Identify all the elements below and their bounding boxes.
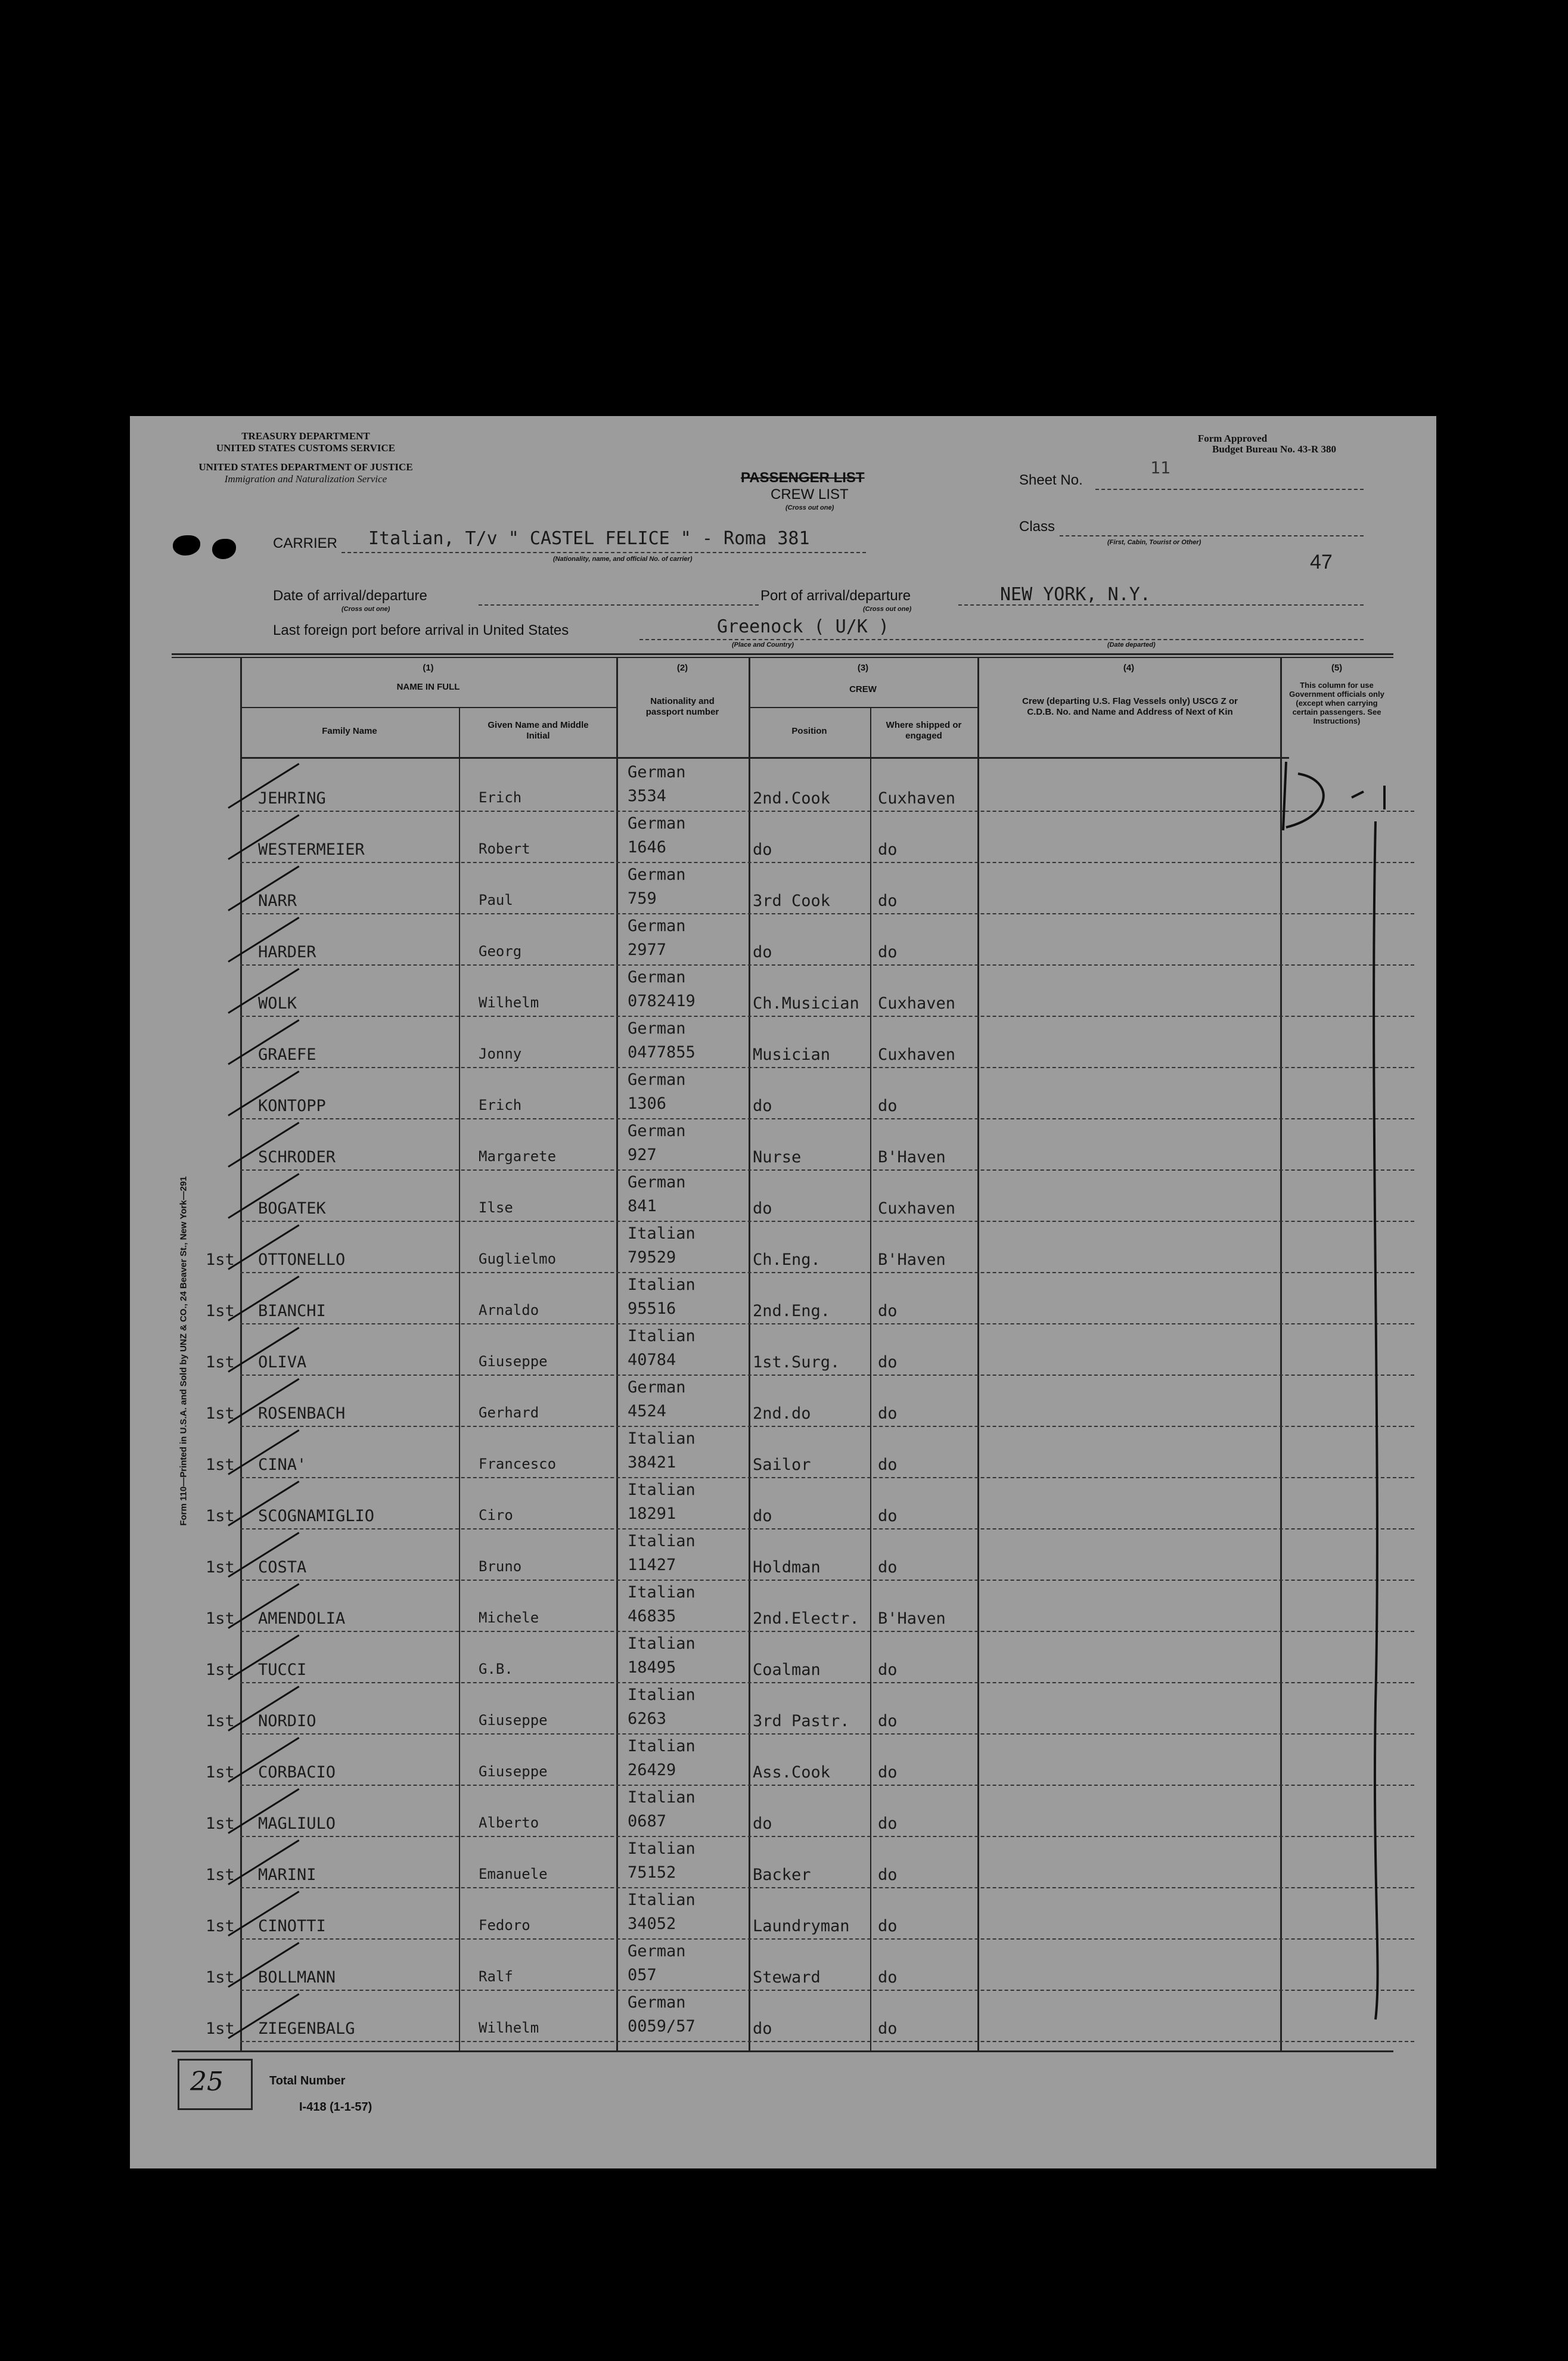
position: 3rd Cook <box>753 892 831 910</box>
family-name: CINA' <box>258 1456 307 1474</box>
nationality: Italian <box>628 1327 695 1345</box>
crew-list-title: CREW LIST <box>771 486 849 502</box>
position: Backer <box>753 1866 811 1884</box>
row-class: 1st <box>206 1302 235 1320</box>
where-shipped: do <box>878 892 898 910</box>
given-name: Erich <box>479 789 522 806</box>
port-of-arrival-value: NEW YORK, N.Y. <box>1000 584 1151 605</box>
col1-number: (1) <box>423 663 434 673</box>
family-name: GRAEFE <box>258 1045 316 1064</box>
position: 2nd.Cook <box>753 789 831 808</box>
date-departed-note: (Date departed) <box>1107 641 1156 649</box>
table-row <box>206 1477 1414 1529</box>
table-row <box>240 759 1414 812</box>
family-name: MARINI <box>258 1866 316 1884</box>
passport-number: 1306 <box>628 1094 667 1113</box>
row-class: 1st <box>206 1353 235 1372</box>
position: 2nd.Eng. <box>753 1302 831 1320</box>
where-shipped: Cuxhaven <box>878 1045 956 1064</box>
table-row <box>206 1426 1414 1478</box>
position: Steward <box>753 1968 821 1987</box>
row-class: 1st <box>206 1456 235 1474</box>
nationality: German <box>628 968 686 986</box>
position: Sailor <box>753 1456 811 1474</box>
position: do <box>753 1814 772 1833</box>
given-name: Giuseppe <box>479 1763 548 1780</box>
position: 2nd.do <box>753 1404 811 1423</box>
passport-number: 79529 <box>628 1248 676 1267</box>
given-name: Jonny <box>479 1045 522 1062</box>
col3-header: CREW <box>849 684 877 694</box>
table-row <box>206 1733 1414 1786</box>
given-name: Ralf <box>479 1968 513 1985</box>
table-row <box>206 1375 1414 1427</box>
nationality: German <box>628 865 686 884</box>
sheet-number-label: Sheet No. <box>1019 472 1083 488</box>
nationality: Italian <box>628 1634 695 1653</box>
where-shipped: do <box>878 1712 898 1730</box>
position: do <box>753 1199 772 1218</box>
where-shipped: Cuxhaven <box>878 1199 956 1218</box>
where-shipped: do <box>878 1917 898 1935</box>
given-name: Giuseppe <box>479 1353 548 1370</box>
agency-line-2: UNITED STATES CUSTOMS SERVICE <box>216 442 396 454</box>
table-row <box>206 1887 1414 1940</box>
table-row <box>206 1836 1414 1888</box>
position: do <box>753 2019 772 2038</box>
port-cross-note: (Cross out one) <box>863 606 912 613</box>
family-name: KONTOPP <box>258 1097 326 1115</box>
where-shipped: do <box>878 1302 898 1320</box>
family-name: WESTERMEIER <box>258 840 365 859</box>
family-name: TUCCI <box>258 1661 307 1679</box>
nationality: German <box>628 1019 686 1038</box>
position: Nurse <box>753 1148 802 1166</box>
where-shipped: do <box>878 1456 898 1474</box>
given-name: Ilse <box>479 1199 513 1216</box>
family-name: OLIVA <box>258 1353 307 1372</box>
table-row <box>240 1016 1414 1068</box>
form-approved: Form Approved <box>1197 433 1268 444</box>
family-name: AMENDOLIA <box>258 1609 346 1628</box>
page-number: 47 <box>1310 551 1333 573</box>
nationality: Italian <box>628 1224 695 1243</box>
cross-out-note: (Cross out one) <box>785 504 834 511</box>
passport-number: 11427 <box>628 1556 676 1574</box>
where-shipped: Cuxhaven <box>878 994 956 1013</box>
nationality: Italian <box>628 1276 695 1294</box>
carrier-value: Italian, T/v " CASTEL FELICE " - Roma 381 <box>368 528 810 549</box>
given-name: Alberto <box>479 1814 539 1831</box>
passport-number: 6263 <box>628 1710 667 1728</box>
row-class: 1st <box>206 1866 235 1884</box>
family-name: CORBACIO <box>258 1763 336 1782</box>
given-name: Ciro <box>479 1507 513 1524</box>
agency-line-1: TREASURY DEPARTMENT <box>241 430 370 442</box>
where-shipped: do <box>878 1968 898 1987</box>
passport-number: 927 <box>628 1146 657 1164</box>
where-shipped: Cuxhaven <box>878 789 956 808</box>
passport-number: 18291 <box>628 1504 676 1523</box>
table-row <box>240 1169 1414 1222</box>
table-row <box>240 862 1414 914</box>
given-name: Wilhelm <box>479 2019 539 2036</box>
given-name: Michele <box>479 1609 539 1626</box>
row-class: 1st <box>206 1712 235 1730</box>
table-row <box>206 1631 1414 1683</box>
passport-number: 2977 <box>628 941 667 959</box>
table-row <box>206 1580 1414 1632</box>
passport-number: 95516 <box>628 1299 676 1318</box>
col-nationality-passport: Nationality and passport number <box>645 696 719 717</box>
nationality: German <box>628 1378 686 1397</box>
given-name: Margarete <box>479 1148 557 1165</box>
family-name: JEHRING <box>258 789 326 808</box>
family-name: NARR <box>258 892 297 910</box>
position: Ch.Eng. <box>753 1251 821 1269</box>
passport-number: 40784 <box>628 1351 676 1369</box>
passenger-list-title: PASSENGER LIST <box>741 470 865 486</box>
nationality: German <box>628 917 686 935</box>
col5-number: (5) <box>1331 663 1343 673</box>
nationality: German <box>628 1173 686 1192</box>
given-name: Paul <box>479 892 513 908</box>
family-name: SCOGNAMIGLIO <box>258 1507 375 1525</box>
table-row <box>240 913 1414 966</box>
given-name: Emanuele <box>479 1866 548 1882</box>
given-name: Bruno <box>479 1558 522 1575</box>
position: do <box>753 1097 772 1115</box>
where-shipped: do <box>878 1404 898 1423</box>
table-row <box>206 1785 1414 1837</box>
passport-number: 3534 <box>628 787 667 805</box>
where-shipped: do <box>878 840 898 859</box>
family-name: SCHRODER <box>258 1148 336 1166</box>
nationality: Italian <box>628 1839 695 1858</box>
where-shipped: do <box>878 1814 898 1833</box>
where-shipped: do <box>878 1097 898 1115</box>
budget-bureau-number: Budget Bureau No. 43-R 380 <box>1212 443 1336 455</box>
position: 3rd Pastr. <box>753 1712 850 1730</box>
row-class: 1st <box>206 1917 235 1935</box>
where-shipped: do <box>878 1558 898 1577</box>
passport-number: 46835 <box>628 1607 676 1625</box>
given-name: Arnaldo <box>479 1302 539 1318</box>
row-class: 1st <box>206 1251 235 1269</box>
given-name: Erich <box>479 1097 522 1113</box>
family-name: ZIEGENBALG <box>258 2019 355 2038</box>
passport-number: 0059/57 <box>628 2017 695 2036</box>
where-shipped: do <box>878 943 898 961</box>
col1-header: NAME IN FULL <box>396 682 460 692</box>
position: Holdman <box>753 1558 821 1577</box>
position: do <box>753 943 772 961</box>
position: do <box>753 840 772 859</box>
row-class: 1st <box>206 1968 235 1987</box>
place-country-note: (Place and Country) <box>732 641 794 649</box>
eagle-seal-icon-2 <box>212 539 236 559</box>
position: Ch.Musician <box>753 994 859 1013</box>
nationality: Italian <box>628 1686 695 1704</box>
passport-number: 759 <box>628 889 657 908</box>
date-cross-note: (Cross out one) <box>341 606 390 613</box>
family-name: OTTONELLO <box>258 1251 346 1269</box>
row-class: 1st <box>206 1404 235 1423</box>
total-number-label: Total Number <box>269 2074 346 2087</box>
given-name: Francesco <box>479 1456 557 1472</box>
passport-number: 75152 <box>628 1863 676 1882</box>
nationality: Italian <box>628 1737 695 1755</box>
position: Laundryman <box>753 1917 850 1935</box>
family-name: NORDIO <box>258 1712 316 1730</box>
nationality: Italian <box>628 1788 695 1807</box>
given-name: Guglielmo <box>479 1251 557 1267</box>
table-row <box>206 1682 1414 1735</box>
eagle-seal-icon <box>173 535 200 556</box>
where-shipped: B'Haven <box>878 1251 946 1269</box>
table-row <box>206 1990 1414 2042</box>
position: 1st.Surg. <box>753 1353 840 1372</box>
family-name: CINOTTI <box>258 1917 326 1935</box>
last-foreign-port-value: Greenock ( U/K ) <box>717 616 889 637</box>
position: Musician <box>753 1045 831 1064</box>
passport-number: 4524 <box>628 1402 667 1420</box>
row-class: 1st <box>206 1661 235 1679</box>
col-position: Position <box>791 726 827 736</box>
row-class: 1st <box>206 1558 235 1577</box>
nationality: Italian <box>628 1583 695 1602</box>
passport-number: 0687 <box>628 1812 667 1831</box>
carrier-label: CARRIER <box>273 535 338 551</box>
table-row <box>206 1272 1414 1324</box>
total-box <box>178 2059 253 2110</box>
table-row <box>206 1938 1414 1991</box>
col-government-use: This column for use Government officials only (except when carrying certain passengers. See Instructions) <box>1289 681 1384 725</box>
nationality: Italian <box>628 1429 695 1448</box>
table-row <box>240 1067 1414 1119</box>
col-where-shipped: Where shipped or engaged <box>886 720 962 741</box>
agency-line-4: Immigration and Naturalization Service <box>224 473 387 485</box>
where-shipped: B'Haven <box>878 1609 946 1628</box>
col-next-of-kin: Crew (departing U.S. Flag Vessels only) USCG Z or C.D.B. No. and Name and Address of Next of Kin <box>1022 696 1238 717</box>
passport-number: 18495 <box>628 1658 676 1677</box>
family-name: BOGATEK <box>258 1199 326 1218</box>
nationality: Italian <box>628 1532 695 1550</box>
family-name: ROSENBACH <box>258 1404 346 1423</box>
printer-imprint: Form 110—Printed in U.S.A. and Sold by UNZ & CO., 24 Beaver St., New York—291 <box>178 1176 189 1526</box>
row-class: 1st <box>206 1609 235 1628</box>
nationality: German <box>628 1942 686 1960</box>
nationality: Italian <box>628 1481 695 1499</box>
passport-number: 1646 <box>628 838 667 857</box>
where-shipped: do <box>878 1763 898 1782</box>
nationality: Italian <box>628 1891 695 1909</box>
handwritten-margin-bracket <box>1262 750 1405 2061</box>
col2-number: (2) <box>676 663 688 673</box>
where-shipped: B'Haven <box>878 1148 946 1166</box>
position: Ass.Cook <box>753 1763 831 1782</box>
class-note: (First, Cabin, Tourist or Other) <box>1107 539 1201 546</box>
passport-number: 0782419 <box>628 992 695 1010</box>
col3-number: (3) <box>857 663 869 673</box>
given-name: Wilhelm <box>479 994 539 1011</box>
position: Coalman <box>753 1661 821 1679</box>
where-shipped: do <box>878 1661 898 1679</box>
table-row <box>206 1323 1414 1376</box>
sheet-number-value: 11 <box>1150 458 1170 477</box>
passport-number: 38421 <box>628 1453 676 1472</box>
col-family-name: Family Name <box>322 726 377 736</box>
nationality: German <box>628 814 686 833</box>
family-name: HARDER <box>258 943 316 961</box>
given-name: G.B. <box>479 1661 513 1677</box>
table-row <box>206 1221 1414 1273</box>
nationality: German <box>628 1122 686 1140</box>
row-class: 1st <box>206 1763 235 1782</box>
col-given-name: Given Name and Middle Initial <box>488 720 589 741</box>
given-name: Giuseppe <box>479 1712 548 1729</box>
table-row <box>206 1528 1414 1581</box>
position: do <box>753 1507 772 1525</box>
passport-number: 841 <box>628 1197 657 1215</box>
form-code: I-418 (1-1-57) <box>299 2101 372 2114</box>
passport-number: 34052 <box>628 1915 676 1933</box>
given-name: Robert <box>479 840 530 857</box>
class-label: Class <box>1019 519 1055 535</box>
carrier-note: (Nationality, name, and official No. of carrier) <box>553 556 693 563</box>
where-shipped: do <box>878 1866 898 1884</box>
passport-number: 26429 <box>628 1761 676 1779</box>
nationality: German <box>628 1993 686 2012</box>
nationality: German <box>628 1071 686 1089</box>
where-shipped: do <box>878 1507 898 1525</box>
where-shipped: do <box>878 1353 898 1372</box>
table-row <box>240 964 1414 1017</box>
position: 2nd.Electr. <box>753 1609 859 1628</box>
last-foreign-port-label: Last foreign port before arrival in United States <box>273 622 569 638</box>
row-class: 1st <box>206 2019 235 2038</box>
row-class: 1st <box>206 1507 235 1525</box>
family-name: MAGLIULO <box>258 1814 336 1833</box>
col4-number: (4) <box>1123 663 1135 673</box>
passport-number: 0477855 <box>628 1043 695 1062</box>
family-name: BIANCHI <box>258 1302 326 1320</box>
total-handwritten-value: 25 <box>190 2067 223 2097</box>
table-row <box>240 811 1414 863</box>
given-name: Gerhard <box>479 1404 539 1421</box>
family-name: WOLK <box>258 994 297 1013</box>
family-name: COSTA <box>258 1558 307 1577</box>
row-class: 1st <box>206 1814 235 1833</box>
family-name: BOLLMANN <box>258 1968 336 1987</box>
table-row <box>240 1118 1414 1171</box>
date-of-arrival-label: Date of arrival/departure <box>273 588 427 604</box>
crew-list-form <box>130 416 1436 2168</box>
port-of-arrival-label: Port of arrival/departure <box>760 588 911 604</box>
nationality: German <box>628 763 686 781</box>
agency-line-3: UNITED STATES DEPARTMENT OF JUSTICE <box>198 461 413 473</box>
where-shipped: do <box>878 2019 898 2038</box>
given-name: Georg <box>479 943 522 960</box>
passport-number: 057 <box>628 1966 657 1984</box>
given-name: Fedoro <box>479 1917 530 1934</box>
